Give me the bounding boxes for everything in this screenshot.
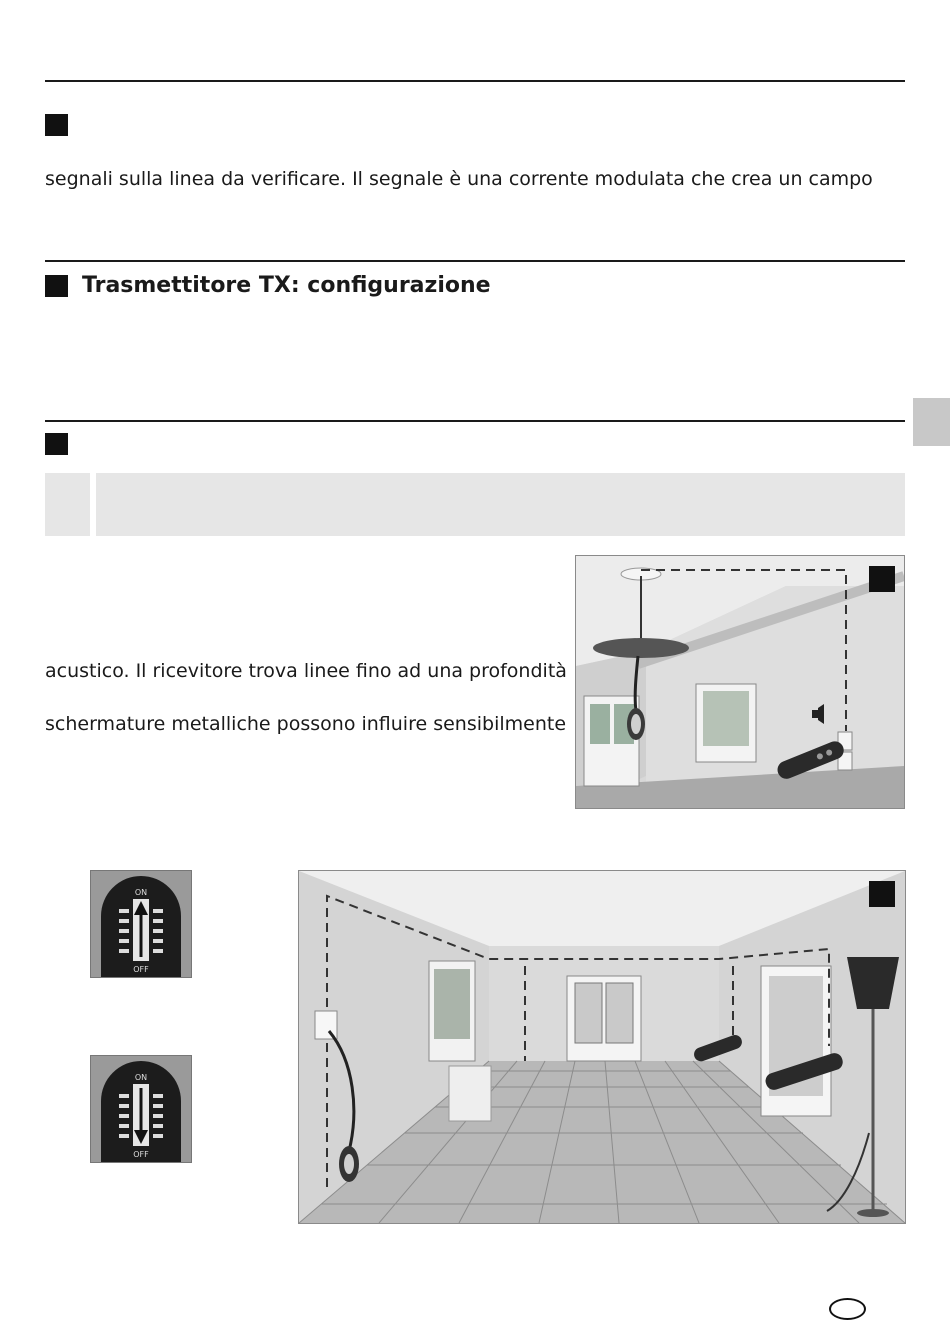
switch-on-label-top: ON (134, 888, 148, 897)
section-heading-tx-config: Trasmettitore TX: configurazione (82, 273, 491, 298)
large-room-illustration (299, 871, 905, 1223)
note-icon-box (45, 473, 90, 536)
section-divider-3 (45, 420, 905, 422)
figure-badge-b (869, 881, 895, 907)
section-marker-square-2 (45, 275, 68, 297)
switch-off-label-bottom-2: OFF (133, 1150, 149, 1159)
figure-badge-a (869, 566, 895, 592)
body-paragraph-signal: segnali sulla linea da verificare. Il segnale è una corrente modulata che crea un campo (45, 168, 873, 190)
figure-ceiling-room (575, 555, 905, 809)
figure-large-room (298, 870, 906, 1224)
receiver-text-line-1: acustico. Il ricevitore trova linee fino ad una profondità (45, 660, 567, 682)
section-divider-2 (45, 260, 905, 262)
section-marker-square-1 (45, 114, 68, 136)
switch-down-illustration (91, 1056, 191, 1162)
page-language-oval (829, 1298, 866, 1320)
language-side-tab (913, 398, 950, 446)
note-box (96, 473, 905, 536)
switch-image-off (90, 1055, 192, 1163)
section-marker-square-3 (45, 433, 68, 455)
section-divider-1 (45, 80, 905, 82)
receiver-text-line-2: schermature metalliche possono influire sensibilmente (45, 713, 567, 735)
ceiling-room-illustration (576, 556, 904, 808)
switch-off-label-bottom: OFF (133, 965, 149, 974)
switch-image-on (90, 870, 192, 978)
switch-on-label-top-2: ON (134, 1073, 148, 1082)
switch-up-illustration (91, 871, 191, 977)
